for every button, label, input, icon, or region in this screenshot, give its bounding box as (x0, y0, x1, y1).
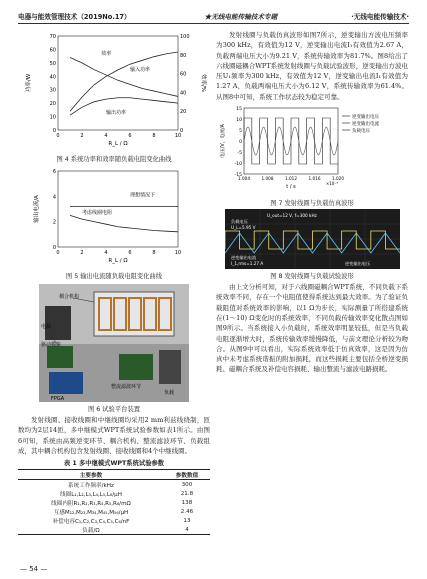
fig5-plot-frame (58, 171, 178, 247)
fig4-xtick: 4 (104, 133, 108, 139)
fig4-xtick: 10 (174, 133, 182, 139)
fig7-ytick: 0 (239, 140, 242, 146)
table-cell-param: 负载/Ω (82, 527, 100, 534)
label-rectifier: 整流滤波环节 (111, 384, 142, 390)
fig4-ytick-right: 60 (180, 71, 187, 78)
table-cell-value: 21.8 (180, 490, 194, 497)
fig7-chart (216, 104, 408, 192)
fig5-xtick: 8 (152, 250, 156, 256)
fig4-label-pin: 输入功率 (130, 66, 151, 73)
fig5-xtick: 0 (56, 250, 60, 256)
fig4-ytick-right: 20 (180, 109, 187, 116)
fig4-ytick-left: 20 (49, 101, 56, 108)
photo-drawing (39, 284, 189, 402)
table-row (18, 489, 210, 498)
fig4-label-eff: 效率 (101, 50, 112, 57)
fig5-xtick: 4 (104, 250, 108, 256)
fig4-ytick-left: 0 (52, 128, 56, 134)
fig7-caption: 图 7 发射线圈与负载仿真波形 (270, 200, 354, 208)
scope-label-5: I_1,rms=1.27 A (230, 261, 263, 267)
fig5-chart (18, 165, 210, 265)
fig4-series-line (70, 52, 178, 111)
fig7-legend-label: 负载电压 (352, 129, 370, 135)
fig5-caption: 图 5 输出电流随负载电阻变化曲线 (65, 273, 163, 280)
figure-4 (18, 30, 210, 163)
fig4-label-pout: 输出功率 (106, 109, 127, 116)
special-topic: ★无线电能传输技术专题 (204, 12, 278, 21)
fig7-legend-label: 逆变输出电流 (352, 122, 379, 128)
fig4-ytick-right: 80 (180, 52, 187, 59)
table-row (18, 498, 210, 507)
fig7-xtick: 1.016 (308, 176, 321, 182)
fig7-xtick: 1.008 (261, 176, 274, 182)
test-platform-photo (39, 284, 189, 402)
figure-7 (216, 104, 408, 207)
fig4-ytick-left: 40 (49, 74, 56, 81)
scope-label-2: 负载电压 (230, 219, 248, 225)
fig5-xtick: 2 (80, 250, 84, 256)
fig4-ytick-left: 10 (49, 114, 56, 121)
scope-label-4: 逆变输出电流 (230, 255, 256, 261)
fig4-ytick-left: 30 (49, 87, 56, 94)
journal-title: 电器与能效管理技术（2019No.17） (18, 12, 131, 21)
table-cell-param: 互感M₁₂,M₂₃,M₃₄,M₄₅,M₅₆/μH (53, 509, 129, 516)
fig4-xtick: 8 (152, 133, 156, 139)
scope-drawing (225, 209, 400, 269)
right-paragraph-2: 由上文分析可知，对于六线圈磁耦合WPT系统，不同负载下系统效率不同，存在一个电阻值使得系统达到最大效率。为了验证负载阻值对系统效率的影响，以1 Ω为步长，实际测量了所搭建系统在(1～10) Ω变化时的系统效率，不同负载传输效率变化散点图如图9所示。当系统接入小负载时，系统效率明显较低，但是当负载电阻逐渐增大时，系统传输效率缓慢降低，与前文理论分析较为吻合。从图9中可以看出，实际系统效率低于仿真效率，这是因为仿真中未考虑系统谐振的附加损耗，而这些损耗主要包括全桥逆变损耗、磁耦合系统及补偿电容损耗、输出整流与滤波电路损耗。 (216, 283, 408, 374)
fig7-xlabel: t / s (286, 184, 296, 191)
fig5-label-lossy: 考虑线圈电阻 (82, 210, 113, 217)
fig5-label-ideal: 理想情况下 (130, 192, 156, 199)
figure-5 (18, 165, 210, 280)
fig7-xtick: 1.020 (332, 176, 344, 182)
fig7-ytick: 5 (239, 129, 242, 135)
fig6-caption: 图 6 试验平台装置 (87, 406, 141, 413)
table-cell-param: 补偿电容C₁,C₂,C₃,C₄,C₅,C₆/nF (52, 518, 130, 525)
fig7-legend-label: 逆变输出电压 (352, 115, 379, 121)
fig7-ytick: 15 (236, 107, 242, 113)
fig4-xtick: 6 (128, 133, 132, 139)
fig4-xtick: 2 (80, 133, 84, 139)
right-paragraph-1: 发射线圈与负载仿真波形如图7所示，逆变输出方波电压频率为300 kHz，有效值为12 V，逆变输出电流I₁有效值为2.67 A，负载两端电压大小为9.21 V，系统传输效率为81.7%。图8给出了六线圈磁耦合WPT系统发射线圈与负载试验波形，逆变输出方波电压U₁频率为300 kHz，有效值为12 V，逆变输出电流I₁有效值为1.27 A，负载两端电压大小为6.12 V，系统传输效率为61.4%。从图8中可知，系统工作状态较为稳定可靠。 (216, 31, 408, 101)
fig7-xtick: 1.012 (285, 176, 297, 182)
page-number: — 54 — (20, 565, 48, 573)
table-row (18, 525, 210, 535)
fig4-xlabel: R_L / Ω (108, 141, 128, 147)
label-fpga: FPGA (51, 396, 65, 402)
fig4-series-line (70, 57, 178, 96)
fig4-ytick-right: 0 (180, 128, 184, 134)
fig5-xlabel: R_L / Ω (108, 258, 128, 264)
scope-label-3: U_L=5.95 V (230, 225, 256, 231)
table-cell-value: 4 (185, 526, 189, 533)
fig7-ytick: -10 (234, 162, 242, 168)
label-load: 负载 (164, 390, 175, 396)
fig5-xtick: 10 (174, 250, 182, 256)
section-title: ·无线电能传输技术· (351, 12, 409, 21)
table-row (18, 507, 210, 516)
table-header-value: 参数数值 (175, 472, 199, 479)
fig7-ytick: 10 (236, 118, 242, 124)
table-cell-value: 138 (181, 499, 193, 506)
fig7-ylabel: 电压/V，电流/A (221, 124, 226, 158)
page-header (18, 8, 409, 24)
fig7-xunit: ×10⁻³ (325, 181, 338, 187)
table-row (18, 516, 210, 525)
scope-label-1: U_out=12 V, f=300 kHz (266, 213, 317, 219)
figure-8 (216, 209, 408, 280)
fig5-ytick: 2 (52, 219, 56, 226)
scope-label-6: 逆变输出电压 (344, 261, 370, 267)
right-column (216, 30, 408, 375)
table-cell-param: 线圈内阻R₁,R₂,R₃,R₄,R₅,R₆/mΩ (51, 500, 131, 507)
fig7-ytick: -15 (234, 173, 242, 179)
fig4-ylabel-left: 功率/W (26, 73, 32, 93)
fig5-ytick: 0 (52, 245, 56, 251)
oscilloscope-screen (225, 209, 400, 269)
left-column (18, 30, 210, 535)
fig5-series-line (70, 215, 178, 231)
table-row (18, 480, 210, 490)
fig4-ylabel-right: 效率/% (200, 73, 206, 93)
fig8-caption: 图 8 发射线圈与负载试验波形 (270, 273, 354, 281)
table-cell-param: 系统工作频率/kHz (68, 482, 114, 489)
figure-6 (18, 284, 210, 413)
fig4-chart (18, 30, 210, 148)
fig4-caption: 图 4 系统功率和效率随负载电阻变化曲线 (56, 156, 172, 163)
fig4-plot-frame (58, 36, 178, 130)
left-paragraph: 发射线圈、接收线圈和中继线圈均采用2 mm利兹线绕制，匝数均为2层14匝，多中继模式WPT系统试验参数如表1所示。由图6可知，系统由高频逆变环节、耦合机构、整流滤波环节、负载组成，其中耦合机构包含发射线圈、接收线圈和4个中继线圈。 (18, 416, 210, 455)
table-cell-value: 13 (183, 517, 191, 524)
fig4-ytick-left: 60 (49, 47, 56, 54)
label-coupling: 耦合机构 (59, 294, 80, 300)
param-table (18, 469, 210, 535)
fig7-xtick: 1.004 (238, 176, 250, 182)
fig4-ytick-right: 100 (180, 34, 190, 40)
fig5-xtick: 6 (128, 250, 132, 256)
fig4-xtick: 0 (56, 133, 60, 139)
fig5-ytick: 6 (52, 169, 56, 175)
label-driver: 驱动模块 (41, 342, 62, 348)
fig5-ytick: 4 (52, 194, 56, 201)
fig4-ytick-right: 40 (180, 90, 187, 97)
table-cell-value: 300 (181, 481, 193, 488)
table-cell-value: 2.46 (180, 508, 194, 515)
table1-caption: 表 1 多中继模式WPT系统试验参数 (63, 460, 165, 468)
table-header-param: 主要参数 (79, 472, 103, 479)
fig7-ytick: -5 (237, 151, 242, 157)
fig4-ytick-left: 50 (49, 60, 56, 67)
table-cell-param: 线圈L₁,L₂,L₃,L₄,L₅,L₆/μH (60, 491, 122, 498)
fig4-ytick-left: 70 (49, 34, 56, 40)
label-power: 电源 (41, 324, 52, 330)
fig5-ylabel: 输出电流/A (34, 195, 40, 223)
